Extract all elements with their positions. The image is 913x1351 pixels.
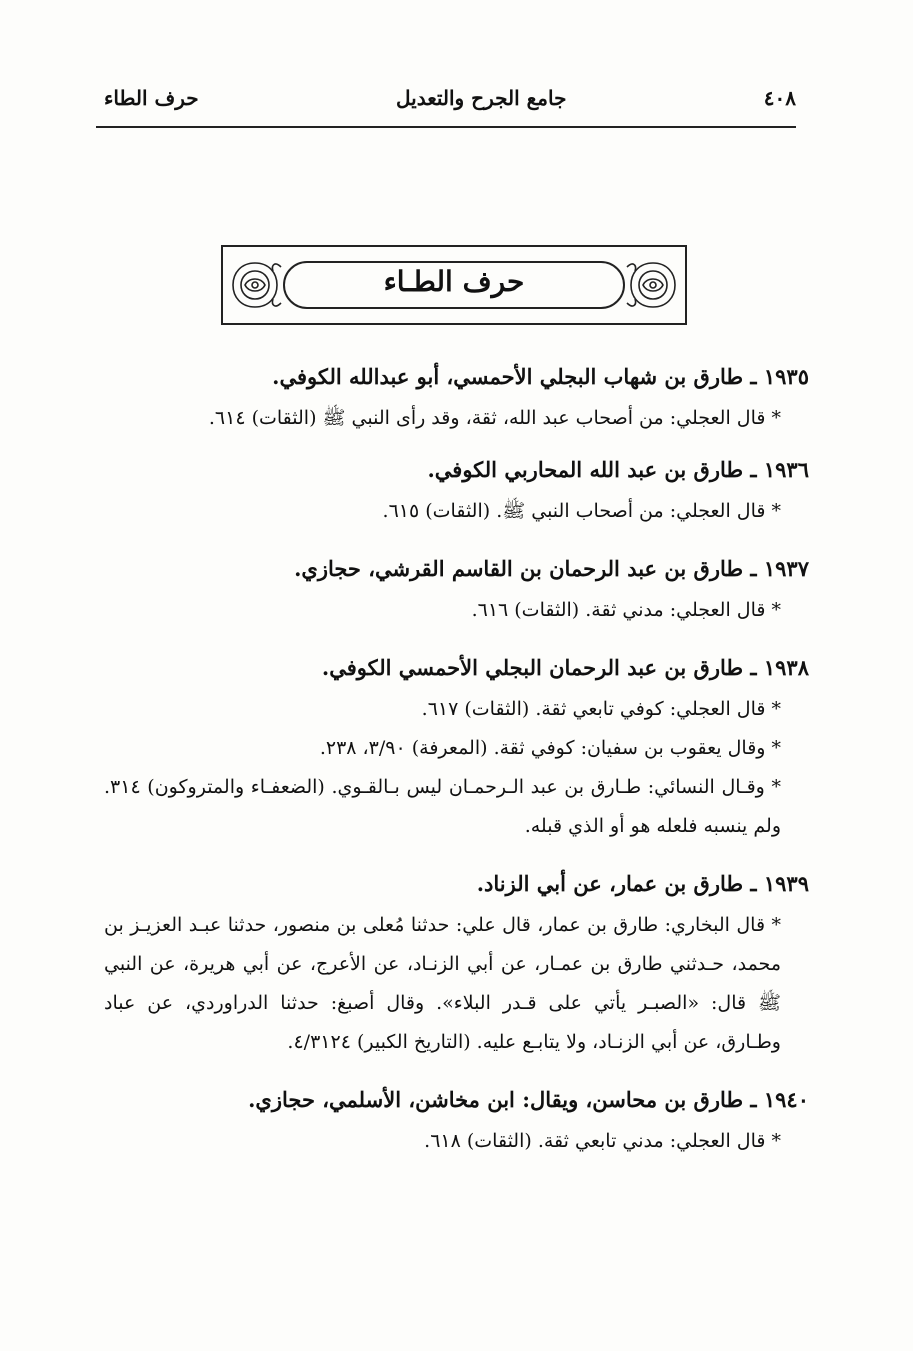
entry-1940	[104, 1078, 809, 1161]
chapter-title: حرف الطاء	[104, 86, 199, 110]
entry-1938	[104, 646, 809, 846]
entry-text: * قال العجلي: كوفي تابعي ثقة. (الثقات) ٦١٧.	[421, 698, 781, 720]
entry-heading: ١٩٣٨ ـ طارق بن عبد الرحمان البجلي الأحمسي الكوفي.	[321, 655, 809, 680]
entry-heading: ١٩٣٥ ـ طارق بن شهاب البجلي الأحمسي، أبو عبدالله الكوفي.	[272, 364, 809, 389]
running-header	[96, 80, 796, 120]
entry-heading: ١٩٣٩ ـ طارق بن عمار، عن أبي الزناد.	[476, 871, 809, 896]
entry-text: * قال العجلي: مدني تابعي ثقة. (الثقات) ٦١٨.	[424, 1130, 781, 1152]
entries-list	[104, 355, 809, 1161]
header-rule	[96, 126, 796, 128]
entry-heading: ١٩٣٧ ـ طارق بن عبد الرحمان بن القاسم القرشي، حجازي.	[294, 556, 809, 581]
entry-text: * وقال يعقوب بن سفيان: كوفي ثقة. (المعرفة) ٣/٩٠، ٢٣٨.	[319, 737, 781, 759]
book-title: جامع الجرح والتعديل	[396, 86, 567, 110]
entry-1935	[104, 355, 809, 438]
page-number: ٤٠٨	[763, 86, 796, 110]
entry-text: * قال البخاري: طارق بن عمار، قال علي: حدثنا مُعلى بن منصور، حدثنا عبـد العزيـز بن محمد، حـدثني طارق بن عمـار، عن أبي الزنـاد، عن الأعرج، عن أبي هريرة، عن النبي ﷺ قال: «الصبـر يأتي على قـدر البلاء». وقال أصبغ: حدثنا الدراوردي، عن عباد وطـارق، عن أبي الزنـاد، ولا يتابـع عليه. (التاريخ الكبير) ٤/٣١٢٤.	[104, 914, 781, 1053]
section-title-frame	[221, 245, 687, 325]
entry-heading: ١٩٤٠ ـ طارق بن محاسن، ويقال: ابن مخاشن، الأسلمي، حجازي.	[248, 1087, 809, 1112]
entry-1939	[104, 862, 809, 1062]
entry-1937	[104, 547, 809, 630]
section-title: حرف الطـاء	[383, 265, 525, 298]
entry-1936	[104, 448, 809, 531]
entry-heading: ١٩٣٦ ـ طارق بن عبد الله المحاربي الكوفي.	[427, 457, 809, 482]
entry-text: * قال العجلي: مدني ثقة. (الثقات) ٦١٦.	[471, 599, 781, 621]
entry-text: * وقـال النسائي: طـارق بن عبد الـرحمـان ليس بـالقـوي. (الضعفـاء والمتروكون) ٣١٤. ولم ينسبه فلعله هو أو الذي قبله.	[104, 776, 781, 837]
entry-text: * قال العجلي: من أصحاب النبي ﷺ. (الثقات) ٦١٥.	[382, 500, 781, 522]
entry-text: * قال العجلي: من أصحاب عبد الله، ثقة، وقد رأى النبي ﷺ (الثقات) ٦١٤.	[208, 407, 781, 429]
